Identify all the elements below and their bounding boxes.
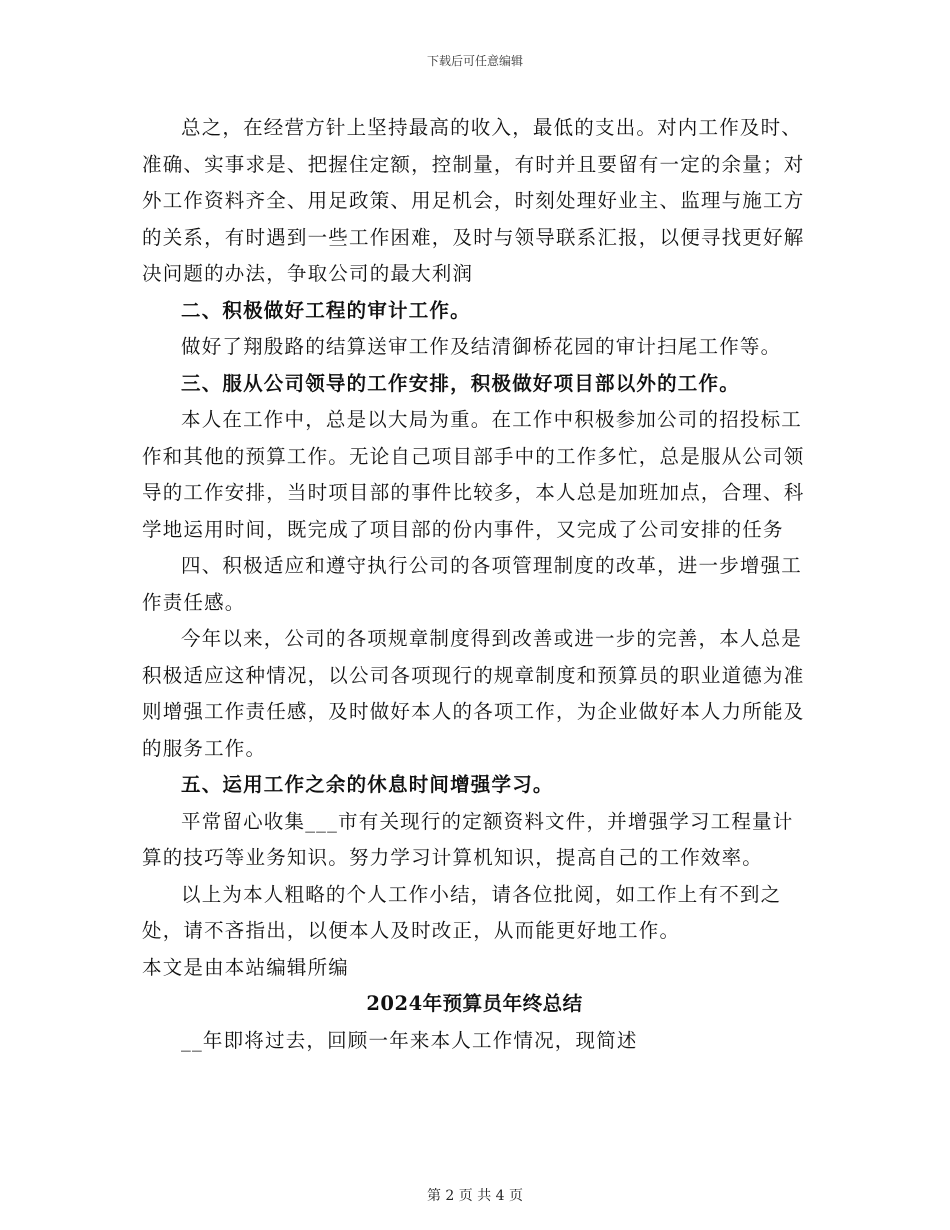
section-heading-study: 五、运用工作之余的休息时间增强学习。 <box>181 773 554 796</box>
editor-note: 本文是由本站编辑所编 <box>142 955 350 979</box>
page-header: 下载后可任意编辑 <box>426 54 523 68</box>
paragraph-closing: 以上为本人粗略的个人工作小结，请各位批阅，如工作上有不到之处，请不吝指出，以便本人及时改正，从而能更好地工作。 <box>142 882 782 942</box>
document-body <box>142 110 807 1059</box>
document-title: 2024年预算员年终总结 <box>366 992 583 1015</box>
section-heading-audit: 二、积极做好工程的审计工作。 <box>181 298 471 322</box>
section-heading-regulations: 四、积极适应和遵守执行公司的各项管理制度的改革，进一步增强工作责任感。 <box>142 554 803 614</box>
section-heading-leadership: 三、服从公司领导的工作安排，积极做好项目部以外的工作。 <box>181 371 740 395</box>
page-footer: 第 2 页 共 4 页 <box>426 1188 524 1204</box>
paragraph-study: 平常留心收集___市有关现行的定额资料文件，并增强学习工程量计算的技巧等业务知识。努力学习计算机知识，提高自己的工作效率。 <box>142 809 794 869</box>
paragraph-audit: 做好了翔殷路的结算送审工作及结清御桥花园的审计扫尾工作等。 <box>181 335 782 358</box>
paragraph-intro: __年即将过去，回顾一年来本人工作情况，现简述 <box>181 1028 638 1052</box>
paragraph-leadership: 本人在工作中，总是以大局为重。在工作中积极参加公司的招投标工作和其他的预算工作。无论自己项目部手中的工作多忙，总是服从公司领导的工作安排，当时项目部的事件比较多，本人总是加班加点，合理、科学地运用时间，既完成了项目部的份内事件，又完成了公司安排的任务 <box>142 408 805 541</box>
paragraph-summary: 总之，在经营方针上坚持最高的收入，最低的支出。对内工作及时、准确、实事求是、把握住定额，控制量，有时并且要留有一定的余量；对外工作资料齐全、用足政策、用足机会，时刻处理好业主、监理与施工方的关系，有时遇到一些工作困难，及时与领导联系汇报，以便寻找更好解决问题的办法，争取公司的最大利润 <box>142 116 805 285</box>
paragraph-regulations: 今年以来，公司的各项规章制度得到改善或进一步的完善，本人总是积极适应这种情况，以公司各项现行的规章制度和预算员的职业道德为准则增强工作责任感，及时做好本人的各项工作，为企业做好本人力所能及的服务工作。 <box>142 627 805 760</box>
